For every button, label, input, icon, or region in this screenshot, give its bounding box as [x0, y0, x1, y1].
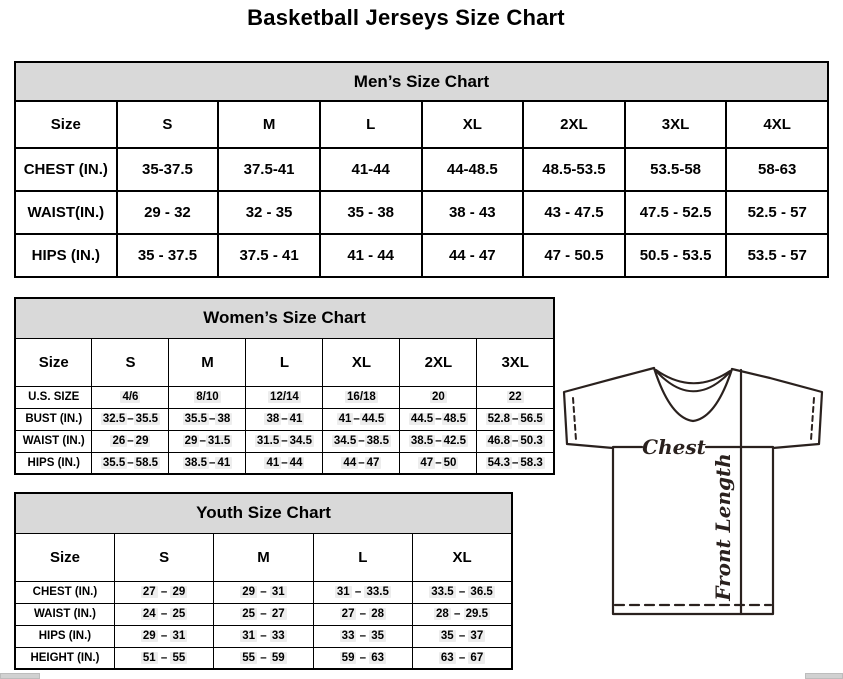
size-value: 58-63	[726, 148, 828, 191]
size-value: 52.8 – 56.5	[477, 408, 554, 430]
column-header: XL	[323, 338, 400, 386]
size-value: 52.5 - 57	[726, 191, 828, 234]
size-value: 28 – 29.5	[413, 603, 512, 625]
size-value: 24 – 25	[114, 603, 213, 625]
size-value: 37.5-41	[218, 148, 320, 191]
size-value: 26 – 29	[92, 430, 169, 452]
size-value: 32.5 – 35.5	[92, 408, 169, 430]
size-value: 44 - 47	[422, 234, 524, 277]
size-value: 54.3 – 58.3	[477, 452, 554, 474]
jersey-outline	[564, 368, 822, 614]
size-value: 38 - 43	[422, 191, 524, 234]
size-value: 29 – 31	[214, 581, 313, 603]
size-value: 47 - 50.5	[523, 234, 625, 277]
left-cuff-dash	[573, 398, 576, 440]
table-row	[15, 430, 554, 452]
chest-label: Chest	[642, 435, 706, 459]
size-value: 37.5 - 41	[218, 234, 320, 277]
row-label: U.S. SIZE	[15, 386, 92, 408]
size-value: 20	[400, 386, 477, 408]
size-value: 51 – 55	[114, 647, 213, 669]
table-row	[15, 386, 554, 408]
size-value: 41 - 44	[320, 234, 422, 277]
row-label: HEIGHT (IN.)	[15, 647, 114, 669]
size-value: 8/10	[169, 386, 246, 408]
size-value: 44.5 – 48.5	[400, 408, 477, 430]
size-value: 50.5 - 53.5	[625, 234, 727, 277]
size-value: 63 – 67	[413, 647, 512, 669]
size-value: 35.5 – 38	[169, 408, 246, 430]
column-header: L	[313, 533, 412, 581]
size-value: 12/14	[246, 386, 323, 408]
jersey-measurement-diagram	[556, 362, 843, 629]
table-row	[15, 647, 512, 669]
size-value: 41 – 44.5	[323, 408, 400, 430]
size-value: 35-37.5	[117, 148, 219, 191]
column-header: L	[320, 101, 422, 148]
table-row	[15, 581, 512, 603]
column-header: S	[92, 338, 169, 386]
size-value: 4/6	[92, 386, 169, 408]
size-value: 38.5 – 42.5	[400, 430, 477, 452]
womens-size-table	[14, 297, 555, 475]
page-title: Basketball Jerseys Size Chart	[247, 5, 565, 30]
size-value: 55 – 59	[214, 647, 313, 669]
size-value: 25 – 27	[214, 603, 313, 625]
table-row	[15, 408, 554, 430]
scrollbar-fragment-left	[0, 673, 40, 679]
size-value: 35 - 38	[320, 191, 422, 234]
row-label: WAIST (IN.)	[15, 430, 92, 452]
size-value: 41 – 44	[246, 452, 323, 474]
column-header: S	[117, 101, 219, 148]
size-value: 59 – 63	[313, 647, 412, 669]
table-row	[15, 452, 554, 474]
size-value: 38 – 41	[246, 408, 323, 430]
size-value: 38.5 – 41	[169, 452, 246, 474]
table-row	[15, 148, 828, 191]
column-header: 4XL	[726, 101, 828, 148]
size-value: 33 – 35	[313, 625, 412, 647]
right-cuff-dash	[811, 398, 814, 440]
column-header: 2XL	[400, 338, 477, 386]
size-value: 27 – 29	[114, 581, 213, 603]
size-value: 33.5 – 36.5	[413, 581, 512, 603]
size-value: 32 - 35	[218, 191, 320, 234]
size-value: 44 – 47	[323, 452, 400, 474]
row-label: WAIST (IN.)	[15, 603, 114, 625]
column-header: 3XL	[477, 338, 554, 386]
size-value: 35.5 – 58.5	[92, 452, 169, 474]
row-label: HIPS (IN.)	[15, 625, 114, 647]
size-value: 53.5 - 57	[726, 234, 828, 277]
column-header: M	[218, 101, 320, 148]
size-value: 35 – 37	[413, 625, 512, 647]
youth-table-title: Youth Size Chart	[15, 493, 512, 533]
size-value: 47.5 - 52.5	[625, 191, 727, 234]
row-label: HIPS (IN.)	[15, 234, 117, 277]
column-header: M	[169, 338, 246, 386]
column-header: Size	[15, 101, 117, 148]
column-header: M	[214, 533, 313, 581]
size-value: 22	[477, 386, 554, 408]
column-header: Size	[15, 338, 92, 386]
column-header: 2XL	[523, 101, 625, 148]
collar-rib-line-2	[657, 372, 729, 391]
column-header: 3XL	[625, 101, 727, 148]
size-value: 44-48.5	[422, 148, 524, 191]
column-header: Size	[15, 533, 114, 581]
table-row	[15, 625, 512, 647]
size-value: 29 - 32	[117, 191, 219, 234]
table-row	[15, 234, 828, 277]
column-header: XL	[422, 101, 524, 148]
size-value: 16/18	[323, 386, 400, 408]
size-value: 29 – 31.5	[169, 430, 246, 452]
row-label: CHEST (IN.)	[15, 581, 114, 603]
scrollbar-fragment-right	[805, 673, 843, 679]
column-header: S	[114, 533, 213, 581]
column-header: XL	[413, 533, 512, 581]
front-length-label: Front Length	[711, 453, 735, 601]
youth-size-table	[14, 492, 513, 670]
table-row	[15, 191, 828, 234]
size-value: 34.5 – 38.5	[323, 430, 400, 452]
size-value: 29 – 31	[114, 625, 213, 647]
table-row	[15, 603, 512, 625]
size-value: 53.5-58	[625, 148, 727, 191]
row-label: CHEST (IN.)	[15, 148, 117, 191]
mens-table-title: Men’s Size Chart	[15, 62, 828, 101]
row-label: BUST (IN.)	[15, 408, 92, 430]
row-label: HIPS (IN.)	[15, 452, 92, 474]
size-value: 41-44	[320, 148, 422, 191]
size-value: 31 – 33.5	[313, 581, 412, 603]
size-value: 47 – 50	[400, 452, 477, 474]
size-value: 31 – 33	[214, 625, 313, 647]
size-value: 43 - 47.5	[523, 191, 625, 234]
size-value: 27 – 28	[313, 603, 412, 625]
size-value: 35 - 37.5	[117, 234, 219, 277]
size-value: 31.5 – 34.5	[246, 430, 323, 452]
womens-table-title: Women’s Size Chart	[15, 298, 554, 338]
row-label: WAIST(IN.)	[15, 191, 117, 234]
mens-size-table	[14, 61, 829, 278]
size-value: 48.5-53.5	[523, 148, 625, 191]
size-value: 46.8 – 50.3	[477, 430, 554, 452]
column-header: L	[246, 338, 323, 386]
